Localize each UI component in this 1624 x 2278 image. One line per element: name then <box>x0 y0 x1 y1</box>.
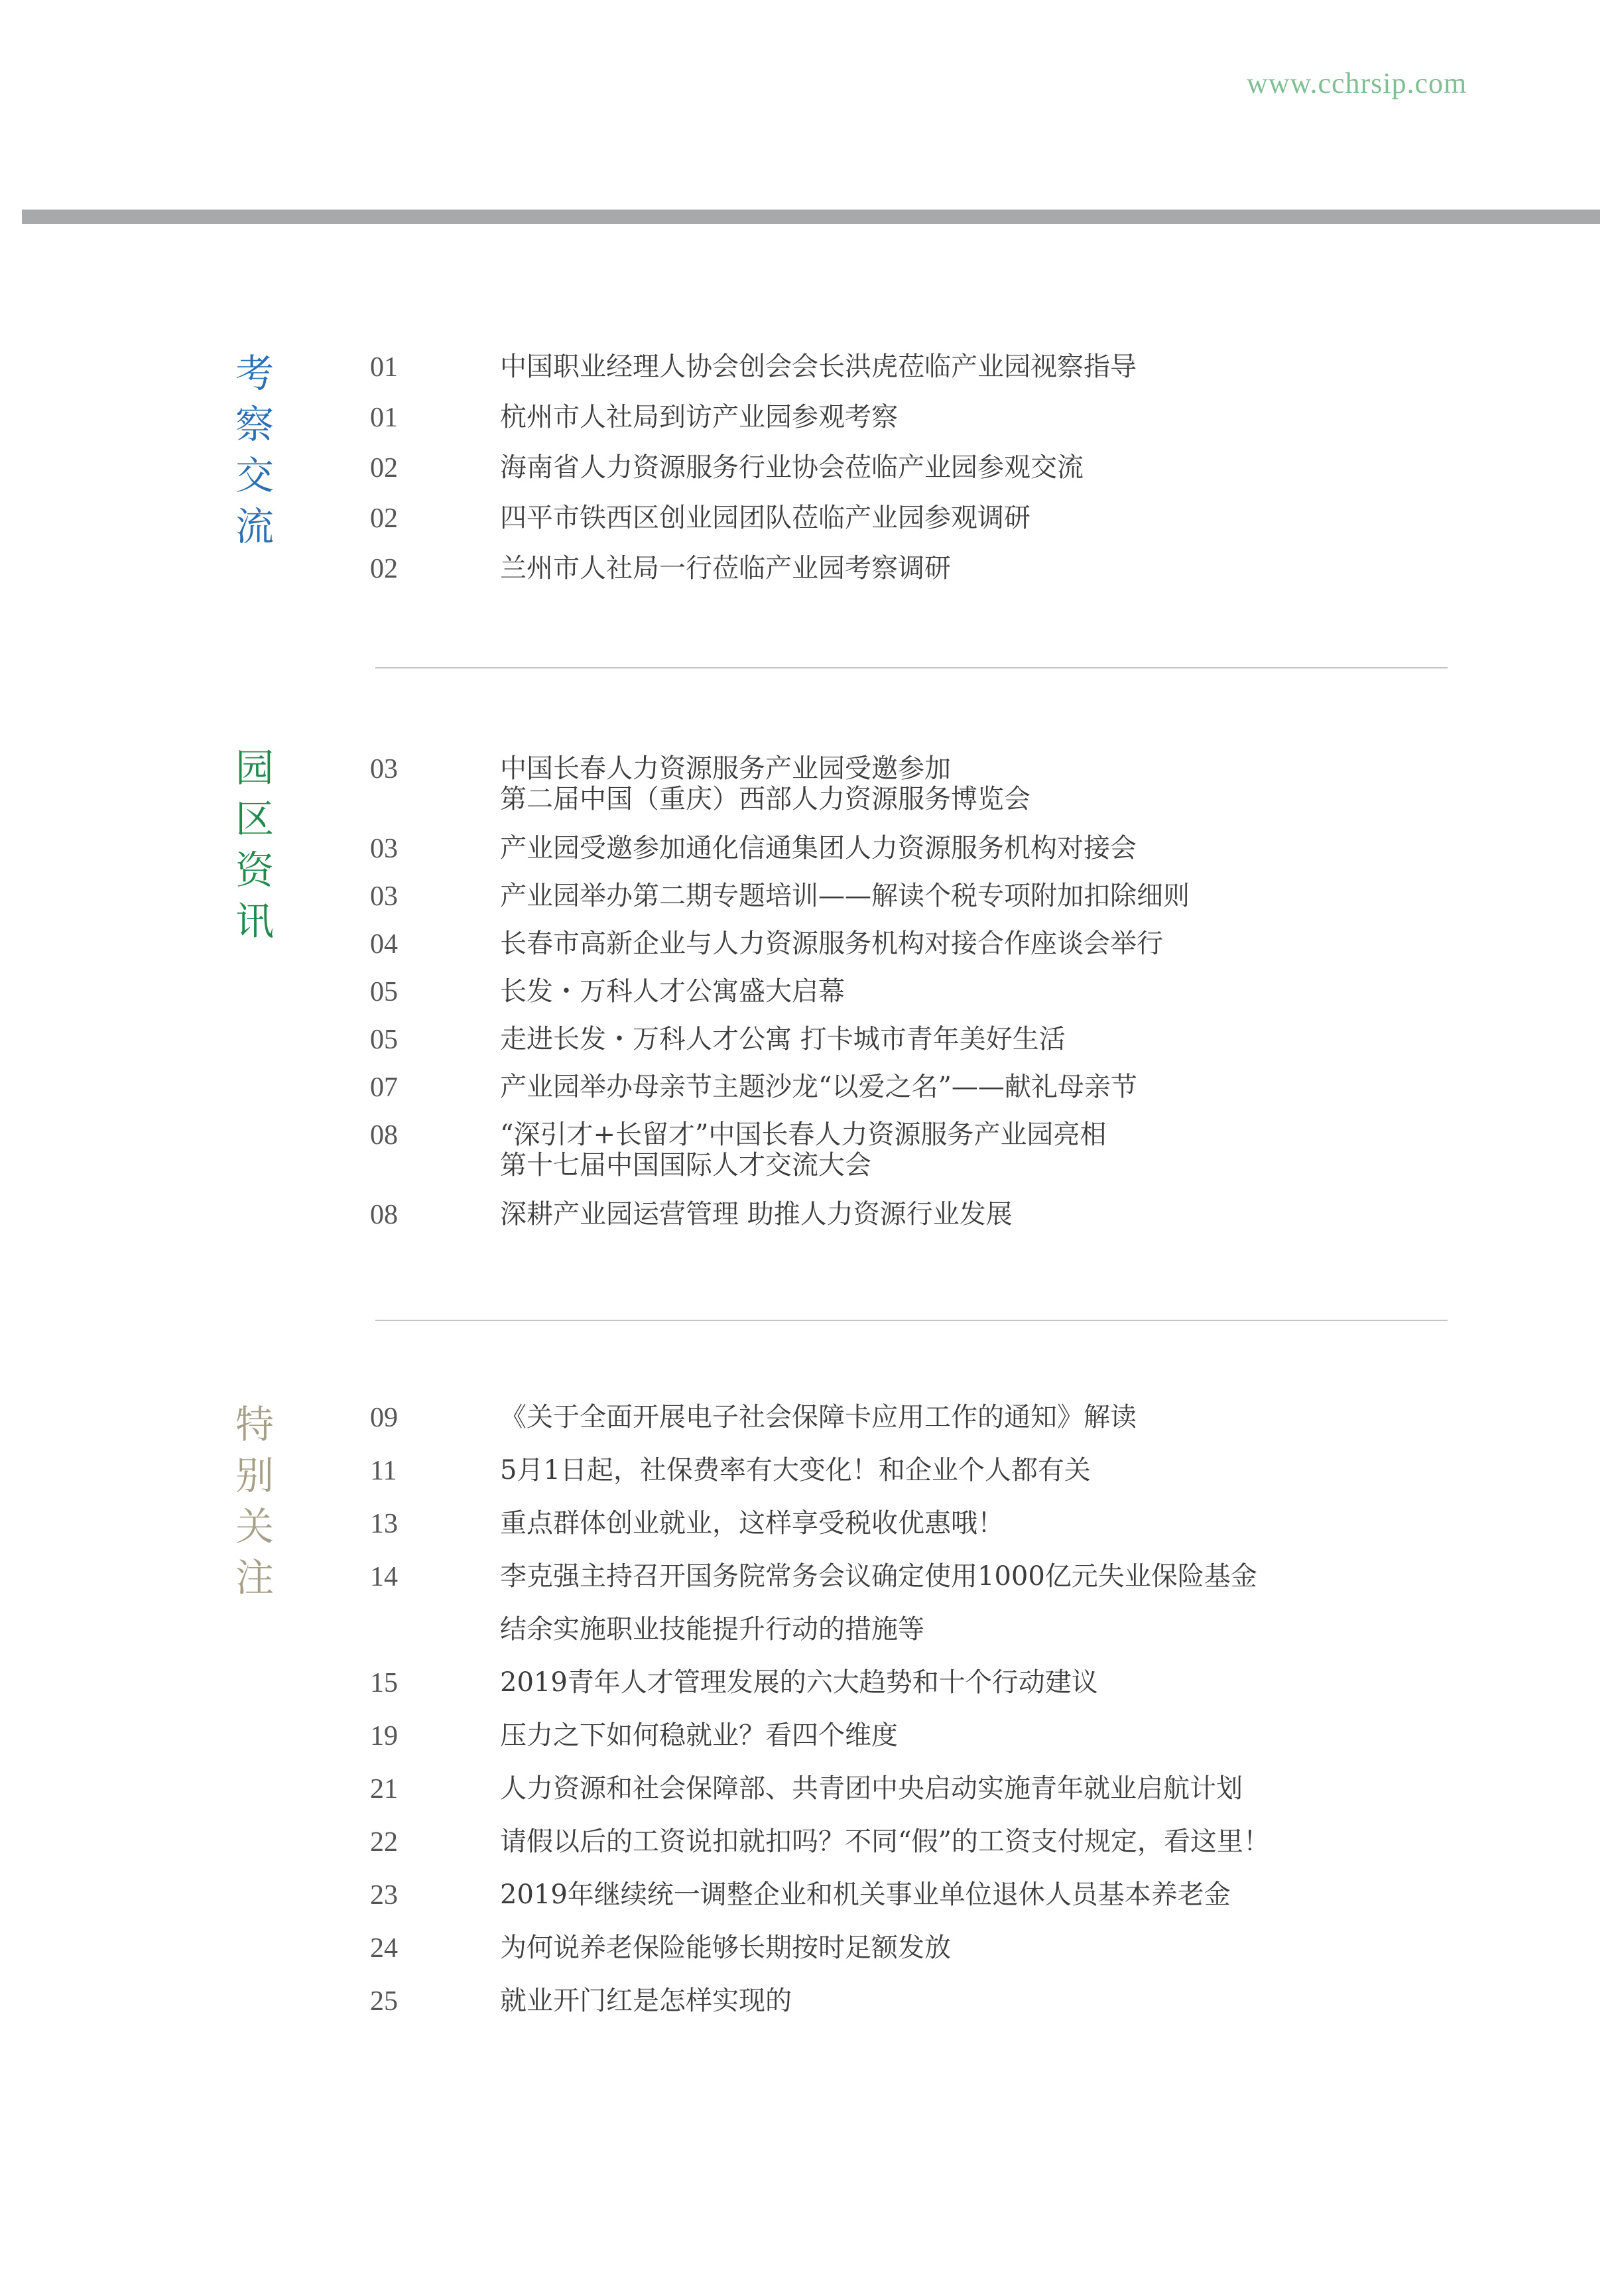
entry-title: 压力之下如何稳就业？看四个维度 <box>500 1720 898 1751</box>
section-title-char: 别 <box>235 1453 275 1498</box>
entry-title: 杭州市人社局到访产业园参观考察 <box>500 402 898 432</box>
section-title-char: 特 <box>235 1402 275 1447</box>
entry-title: 兰州市人社局一行莅临产业园考察调研 <box>500 553 951 584</box>
entry-title: 重点群体创业就业，这样享受税收优惠哦！ <box>500 1508 1004 1539</box>
page-number: 21 <box>370 1774 398 1804</box>
page-number: 05 <box>370 1025 398 1055</box>
section-title-char: 讯 <box>235 899 275 944</box>
entry-title: 产业园举办第二期专题培训——解读个税专项附加扣除细则 <box>500 881 1190 911</box>
section-divider <box>375 667 1448 668</box>
entry-title: “深引才+长留才”中国长春人力资源服务产业园亮相 <box>500 1119 1107 1150</box>
entry-title: 长发・万科人才公寓盛大启幕 <box>500 976 845 1007</box>
page-number: 02 <box>370 503 398 534</box>
section-title-char: 察 <box>235 402 275 447</box>
entry-title: 5月1日起，社保费率有大变化！和企业个人都有关 <box>500 1455 1091 1486</box>
page-number: 22 <box>370 1827 398 1858</box>
page-number: 05 <box>370 977 398 1007</box>
section-title-char: 园 <box>235 745 275 791</box>
entry-title: 结余实施职业技能提升行动的措施等 <box>500 1614 924 1645</box>
page-number: 24 <box>370 1933 398 1964</box>
entry-title: 为何说养老保险能够长期按时足额发放 <box>500 1932 951 1963</box>
page-number: 03 <box>370 834 398 864</box>
entry-title: 就业开门红是怎样实现的 <box>500 1986 792 2016</box>
entry-title: 四平市铁西区创业园团队莅临产业园参观调研 <box>500 503 1031 533</box>
entry-title-continued: 第二届中国（重庆）西部人力资源服务博览会 <box>500 784 1031 814</box>
header-bar <box>22 210 1600 224</box>
page-number: 01 <box>370 352 398 383</box>
section-title-char: 流 <box>235 504 275 549</box>
page-number: 03 <box>370 881 398 912</box>
page-number: 23 <box>370 1880 398 1911</box>
entry-title: 走进长发・万科人才公寓 打卡城市青年美好生活 <box>500 1024 1066 1054</box>
section-title-char: 交 <box>235 453 275 498</box>
entry-title: 2019年继续统一调整企业和机关事业单位退休人员基本养老金 <box>500 1879 1231 1910</box>
page-number: 07 <box>370 1072 398 1103</box>
page-number: 03 <box>370 754 398 785</box>
page-number: 01 <box>370 403 398 433</box>
page-number: 15 <box>370 1668 398 1698</box>
page-number: 25 <box>370 1986 398 2017</box>
page-number: 02 <box>370 453 398 483</box>
section-title-char: 考 <box>235 351 275 396</box>
entry-title: 李克强主持召开国务院常务会议确定使用1000亿元失业保险基金 <box>500 1561 1257 1592</box>
section-title-special-focus <box>235 1399 288 1604</box>
section-divider <box>375 1320 1448 1321</box>
page-number: 11 <box>370 1456 397 1486</box>
page-number: 13 <box>370 1509 398 1539</box>
entry-title: 请假以后的工资说扣就扣吗？不同“假”的工资支付规定，看这里！ <box>500 1826 1270 1857</box>
entry-title-continued: 第十七届中国国际人才交流大会 <box>500 1150 871 1180</box>
section-title-char: 注 <box>235 1555 275 1600</box>
page-number: 04 <box>370 929 398 960</box>
entry-title: 人力资源和社会保障部、共青团中央启动实施青年就业启航计划 <box>500 1773 1243 1804</box>
entry-title: 《关于全面开展电子社会保障卡应用工作的通知》解读 <box>500 1402 1137 1432</box>
website-url[interactable]: www.cchrsip.com <box>1247 67 1468 99</box>
entry-title: 深耕产业园运营管理 助推人力资源行业发展 <box>500 1199 1013 1230</box>
section-title-char: 区 <box>235 796 275 842</box>
entry-title: 海南省人力资源服务行业协会莅临产业园参观交流 <box>500 452 1084 483</box>
page-number: 08 <box>370 1120 398 1151</box>
section-title-park-news <box>235 743 288 947</box>
entry-title: 中国长春人力资源服务产业园受邀参加 <box>500 753 951 784</box>
entry-title: 中国职业经理人协会创会会长洪虎莅临产业园视察指导 <box>500 351 1137 382</box>
page-number: 02 <box>370 554 398 584</box>
page-number: 14 <box>370 1562 398 1592</box>
section-title-char: 资 <box>235 848 275 893</box>
page-number: 19 <box>370 1721 398 1751</box>
entry-title: 2019青年人才管理发展的六大趋势和十个行动建议 <box>500 1667 1098 1698</box>
entry-title: 产业园举办母亲节主题沙龙“以爱之名”——献礼母亲节 <box>500 1072 1137 1102</box>
page-number: 09 <box>370 1403 398 1433</box>
entry-title: 产业园受邀参加通化信通集团人力资源服务机构对接会 <box>500 833 1137 863</box>
section-title-char: 关 <box>235 1504 275 1549</box>
entry-title: 长春市高新企业与人力资源服务机构对接合作座谈会举行 <box>500 928 1163 959</box>
section-title-inspection <box>235 348 288 552</box>
page-number: 08 <box>370 1200 398 1230</box>
